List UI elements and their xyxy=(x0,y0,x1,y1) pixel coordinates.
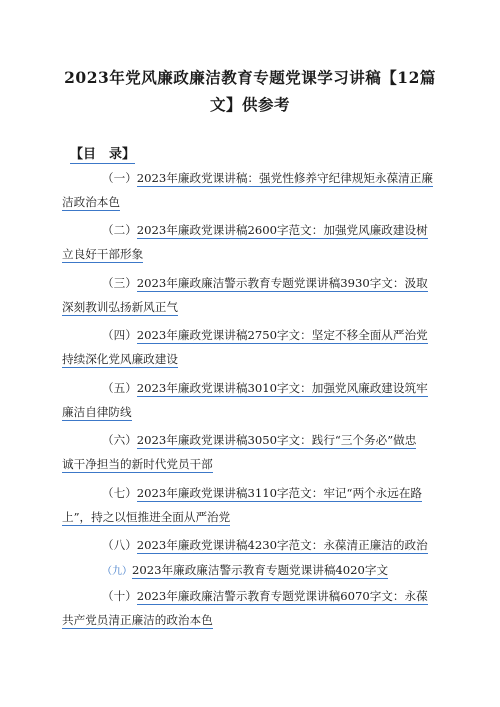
toc-entry-6[interactable] xyxy=(62,428,436,476)
toc-entry-3[interactable] xyxy=(62,271,436,319)
toc-number: （四） xyxy=(102,328,137,342)
toc-entry-9[interactable] xyxy=(62,558,436,584)
toc-link-continued[interactable]: 廉洁自律防线 xyxy=(62,405,132,419)
toc-link[interactable]: 2023年廉政廉洁警示教育专题党课讲稿3930字文：汲取 xyxy=(136,276,428,290)
toc-link-continued[interactable]: 立良好干部形象 xyxy=(62,247,144,261)
toc-link[interactable]: 2023年廉政党课讲稿：强党性修养守纪律规矩永葆清正廉 xyxy=(136,171,433,185)
toc-number: （十） xyxy=(102,589,137,603)
toc-number: （六） xyxy=(102,433,137,447)
toc-link-continued[interactable]: 上”，持之以恒推进全面从严治党 xyxy=(62,510,231,524)
toc-link-continued[interactable]: 洁政治本色 xyxy=(62,195,120,209)
toc-number: （九） xyxy=(102,566,132,577)
toc-link[interactable]: 2023年廉政廉洁警示教育专题党课讲稿6070字文：永葆 xyxy=(136,589,428,603)
toc-entry-7[interactable] xyxy=(62,481,436,529)
toc-link[interactable]: 2023年廉政党课讲稿2600字范文：加强党风廉政建设树 xyxy=(136,223,428,237)
toc-number: （七） xyxy=(102,486,137,500)
toc-entry-4[interactable] xyxy=(62,323,436,371)
toc-number: （五） xyxy=(102,381,137,395)
toc-entry-8[interactable] xyxy=(62,533,436,557)
toc-link-continued[interactable]: 持续深化党风廉政建设 xyxy=(62,352,178,366)
toc-link[interactable]: 2023年廉政党课讲稿3110字范文：牢记“两个永远在路 xyxy=(136,486,423,500)
toc-link-continued[interactable]: 深刻教训弘扬新风正气 xyxy=(62,300,178,314)
toc-number: （一） xyxy=(102,171,137,185)
toc-entry-10[interactable] xyxy=(62,584,436,632)
title-line-1: 2023年党风廉政廉洁教育专题党课学习讲稿【12篇 xyxy=(64,68,436,87)
document-title xyxy=(40,64,460,118)
toc-link-continued[interactable]: 共产党员清正廉洁的政治本色 xyxy=(62,613,213,627)
toc-link[interactable]: 2023年廉政廉洁警示教育专题党课讲稿4020字文 xyxy=(132,563,389,577)
title-line-2: 文】供参考 xyxy=(209,95,290,114)
toc-entry-1[interactable] xyxy=(62,166,436,214)
toc-link[interactable]: 2023年廉政党课讲稿4230字范文：永葆清正廉洁的政治 xyxy=(136,538,428,552)
toc-entry-5[interactable] xyxy=(62,376,436,424)
toc-number: （八） xyxy=(102,538,137,552)
toc-link[interactable]: 2023年廉政党课讲稿3010字文：加强党风廉政建设筑牢 xyxy=(136,381,428,395)
toc-number: （三） xyxy=(102,276,137,290)
toc-link[interactable]: 2023年廉政党课讲稿3050字文：践行“三个务必”做忠 xyxy=(136,433,417,447)
toc-link-continued[interactable]: 诚干净担当的新时代党员干部 xyxy=(62,457,213,471)
toc-link[interactable]: 2023年廉政党课讲稿2750字文：坚定不移全面从严治党 xyxy=(136,328,428,342)
toc-entry-2[interactable] xyxy=(62,218,436,266)
toc-heading: 【目 录】 xyxy=(70,143,135,164)
toc-number: （二） xyxy=(102,223,137,237)
